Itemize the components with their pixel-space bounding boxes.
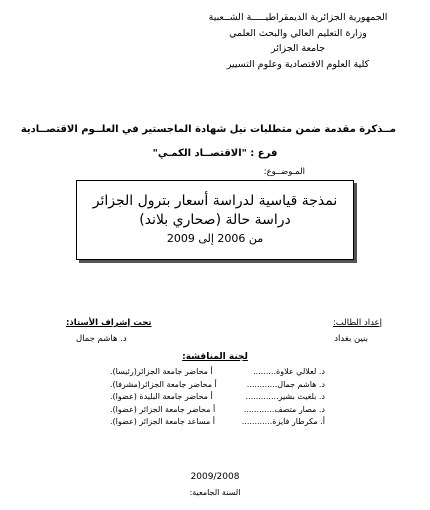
member-role: أ محاضر جامعة الجزائر (عضوا). (110, 404, 216, 414)
committee-member (110, 391, 325, 404)
supervisor-name: د. هاشم جمال (76, 334, 127, 344)
thesis-statement: مــذكرة مقدمة ضمن متطلبات نيل شهادة الماجستير في العلــوم الاقتصــادية (20, 124, 396, 135)
student-label: إعداد الطالب: (332, 318, 382, 328)
republic-name: الجمهورية الجزائرية الديمقراطيـــــة الشــعبية (208, 12, 388, 23)
academic-year-label: السنة الجامعية: (189, 488, 241, 497)
committee-list (110, 366, 325, 429)
committee-member (110, 379, 325, 392)
student-name: بنين بغداد (334, 334, 368, 344)
member-name: د. بلغيث بشير............. (245, 392, 325, 401)
thesis-title-line2: دراسة حالة (صحاري بلاند) (139, 212, 291, 228)
institution-header (188, 10, 408, 72)
committee-member (110, 366, 325, 379)
academic-year-value: 2009/2008 (190, 472, 240, 482)
member-role: أ محاضر جامعة البليدة (عضوا). (110, 392, 213, 401)
ministry-name: وزارة التعليم العالي والبحث العلمي (229, 27, 367, 39)
faculty-name: كلية العلوم الاقتصادية وعلوم التسيير (226, 58, 370, 70)
supervisor-label: تحت إشراف الأستاذ: (66, 318, 152, 328)
committee-member (110, 404, 325, 417)
branch-label: فرع : "الاقتصــاد الكمـي" (152, 148, 278, 159)
member-role: أ مساعد جامعة الجزائر (عضوا). (110, 417, 215, 426)
subject-label: المـوضــوع: (263, 167, 305, 177)
committee-title: لجنة المناقشة: (182, 352, 248, 362)
member-name: د. هاشم جمال............ (246, 379, 325, 389)
member-role: أ محاضر جامعة الجزائر(رئيسا). (110, 367, 213, 376)
member-name: د. لعلالي علاوة......... (253, 367, 325, 376)
thesis-title-box (76, 180, 354, 260)
university-name: جامعة الجزائر (271, 43, 325, 54)
member-name: د. مصار متصف............ (243, 404, 325, 414)
member-name: أ. مكرطار فايزة............ (241, 417, 325, 426)
member-role: أ محاضر جامعة الجزائر(مشرفا). (110, 379, 217, 389)
committee-member (110, 416, 325, 429)
thesis-title-line1: نمذجة قياسية لدراسة أسعار بترول الجزائر (92, 193, 338, 209)
thesis-title-period: من 2006 إلى 2009 (166, 232, 264, 245)
